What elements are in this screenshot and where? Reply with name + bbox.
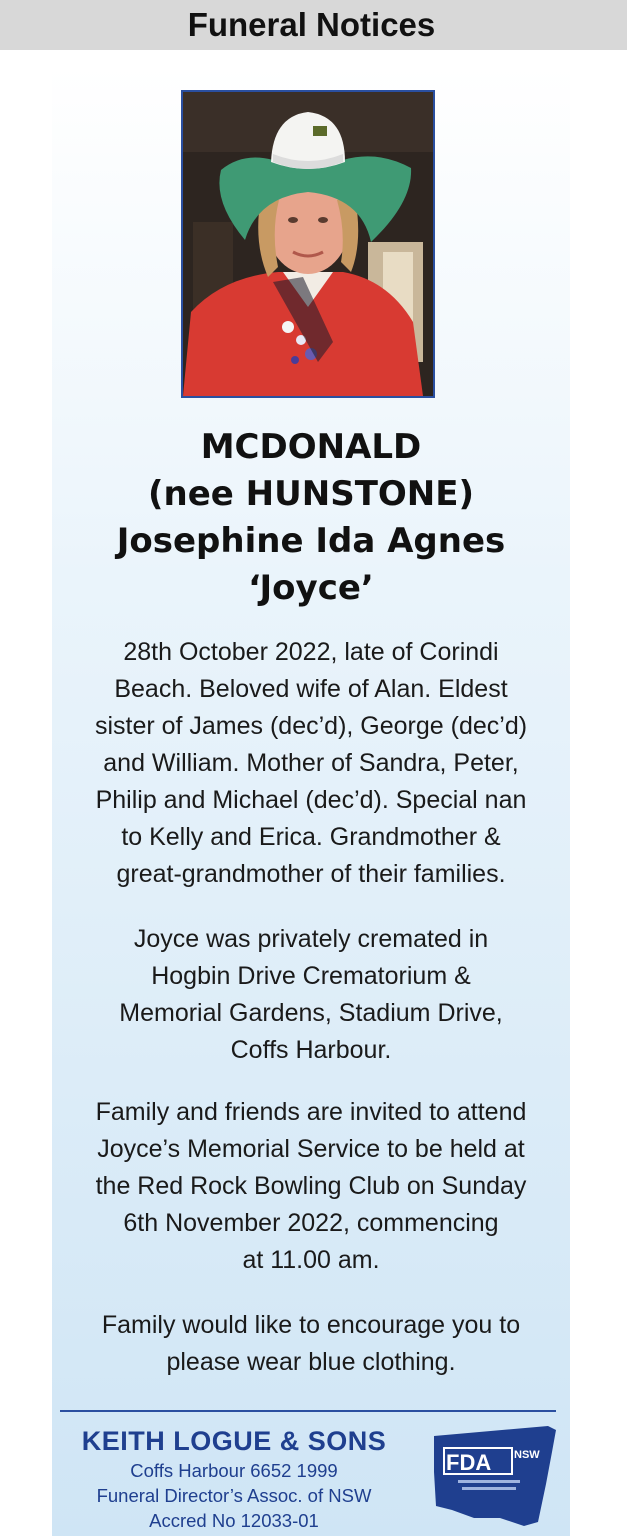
funeral-director-info [58,1424,410,1533]
notice-paragraph-service [52,1094,570,1279]
footer-divider [60,1410,556,1412]
maiden-name: (nee HUNSTONE) [147,474,475,514]
paragraph-line: Hogbin Drive Crematorium & [151,962,471,990]
notice-paragraph-details [52,634,570,893]
paragraph-line: Beach. Beloved wife of Alan. Eldest [114,675,508,703]
page-title: Funeral Notices [187,6,436,43]
paragraph-line: 28th October 2022, late of Corindi [123,638,499,666]
paragraph-line: Joyce’s Memorial Service to be held at [97,1135,525,1163]
fda-nsw-logo-icon [430,1422,560,1528]
paragraph-line: Family would like to encourage you to [101,1311,521,1339]
given-names: Josephine Ida Agnes [116,521,506,561]
logo-state: NSW [514,1449,540,1461]
firm-phone: Coffs Harbour 6652 1999 [130,1460,338,1481]
paragraph-line: to Kelly and Erica. Grandmother & [121,823,501,851]
paragraph-line: Memorial Gardens, Stadium Drive, [119,999,503,1027]
paragraph-line: 6th November 2022, commencing [123,1209,499,1237]
firm-name: KEITH LOGUE & SONS [81,1426,387,1456]
nickname: ‘Joyce’ [248,568,374,608]
paragraph-line: the Red Rock Bowling Club on Sunday [95,1172,527,1200]
paragraph-line: please wear blue clothing. [166,1348,456,1376]
portrait-photo [181,90,435,398]
paragraph-line: and William. Mother of Sandra, Peter, [103,749,519,777]
logo-text: FDA [446,1450,492,1475]
deceased-name [52,424,570,612]
paragraph-line: Family and friends are invited to attend [95,1098,527,1126]
surname: MCDONALD [200,427,422,467]
firm-association: Funeral Director’s Assoc. of NSW [96,1485,372,1506]
notice-paragraph-request [52,1307,570,1381]
paragraph-line: sister of James (dec’d), George (dec’d) [94,712,528,740]
paragraph-line: at 11.00 am. [242,1246,380,1274]
paragraph-line: Coffs Harbour. [230,1036,392,1064]
page-header [0,0,627,50]
notice-paragraph-cremation [52,921,570,1069]
firm-accreditation: Accred No 12033-01 [149,1510,319,1531]
paragraph-line: Joyce was privately cremated in [133,925,489,953]
paragraph-line: Philip and Michael (dec’d). Special nan [95,786,527,814]
paragraph-line: great-grandmother of their families. [116,860,506,888]
